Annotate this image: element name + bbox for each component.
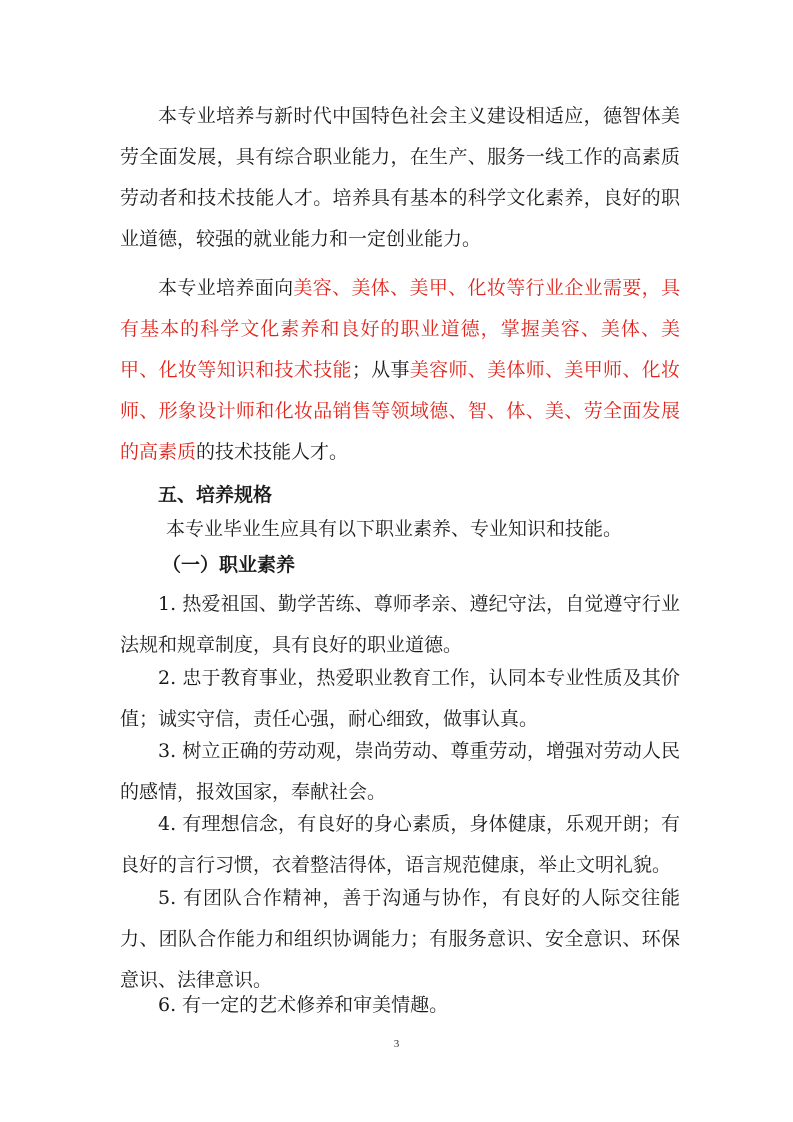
list-item: 5. 有团队合作精神，善于沟通与协作，有良好的人际交往能力、团队合作能力和组织协调能力；有服务意识、安全意识、环保意识、法律意识。 bbox=[120, 887, 680, 991]
list-item: 3. 树立正确的劳动观，崇尚劳动、尊重劳动，增强对劳动人民的感情，报效国家，奉献社会。 bbox=[120, 740, 680, 803]
page-number: 3 bbox=[393, 1038, 400, 1050]
orientation-text-1: 本专业培养面向 bbox=[158, 277, 294, 299]
list-item: 1. 热爱祖国、勤学苦练、尊师孝亲、遵纪守法，自觉遵守行业法规和规章制度，具有良好的职业道德。 bbox=[120, 593, 680, 656]
list-item: 6. 有一定的艺术修养和审美情趣。 bbox=[158, 994, 449, 1016]
paragraph-training-goal: 本专业培养与新时代中国特色社会主义建设相适应，德智体美劳全面发展，具有综合职业能力，在生产、服务一线工作的高素质劳动者和技术技能人才。培养具有基本的科学文化素养，良好的职业道德，较强的就业能力和一定创业能力。 bbox=[120, 105, 680, 250]
orientation-highlight-2: 美容师、美体师、美甲师、化妆师、形象设计师和化妆品销售等领域德、智、体、美、劳全面发展的高素质 bbox=[120, 359, 680, 463]
section-heading: 五、培养规格 bbox=[158, 484, 273, 506]
orientation-highlight-1: 美容、美体、美甲、化妆等行业企业需要，具有基本的科学文化素养和良好的职业道德，掌握美容、美体、美甲、化妆等知识和技术技能 bbox=[120, 277, 680, 381]
list-item: 2. 忠于教育事业，热爱职业教育工作，认同本专业性质及其价值；诚实守信，责任心强，耐心细致，做事认真。 bbox=[120, 667, 680, 730]
paragraph-training-orientation bbox=[120, 268, 680, 473]
orientation-text-2: ；从事 bbox=[351, 359, 410, 381]
section-intro: 本专业毕业生应具有以下职业素养、专业知识和技能。 bbox=[166, 518, 623, 540]
sub-heading: （一）职业素养 bbox=[162, 554, 296, 576]
orientation-text-3: 的技术技能人才。 bbox=[196, 441, 349, 463]
list-item: 4. 有理想信念，有良好的身心素质，身体健康，乐观开朗；有良好的言行习惯，衣着整洁得体，语言规范健康，举止文明礼貌。 bbox=[120, 813, 680, 876]
